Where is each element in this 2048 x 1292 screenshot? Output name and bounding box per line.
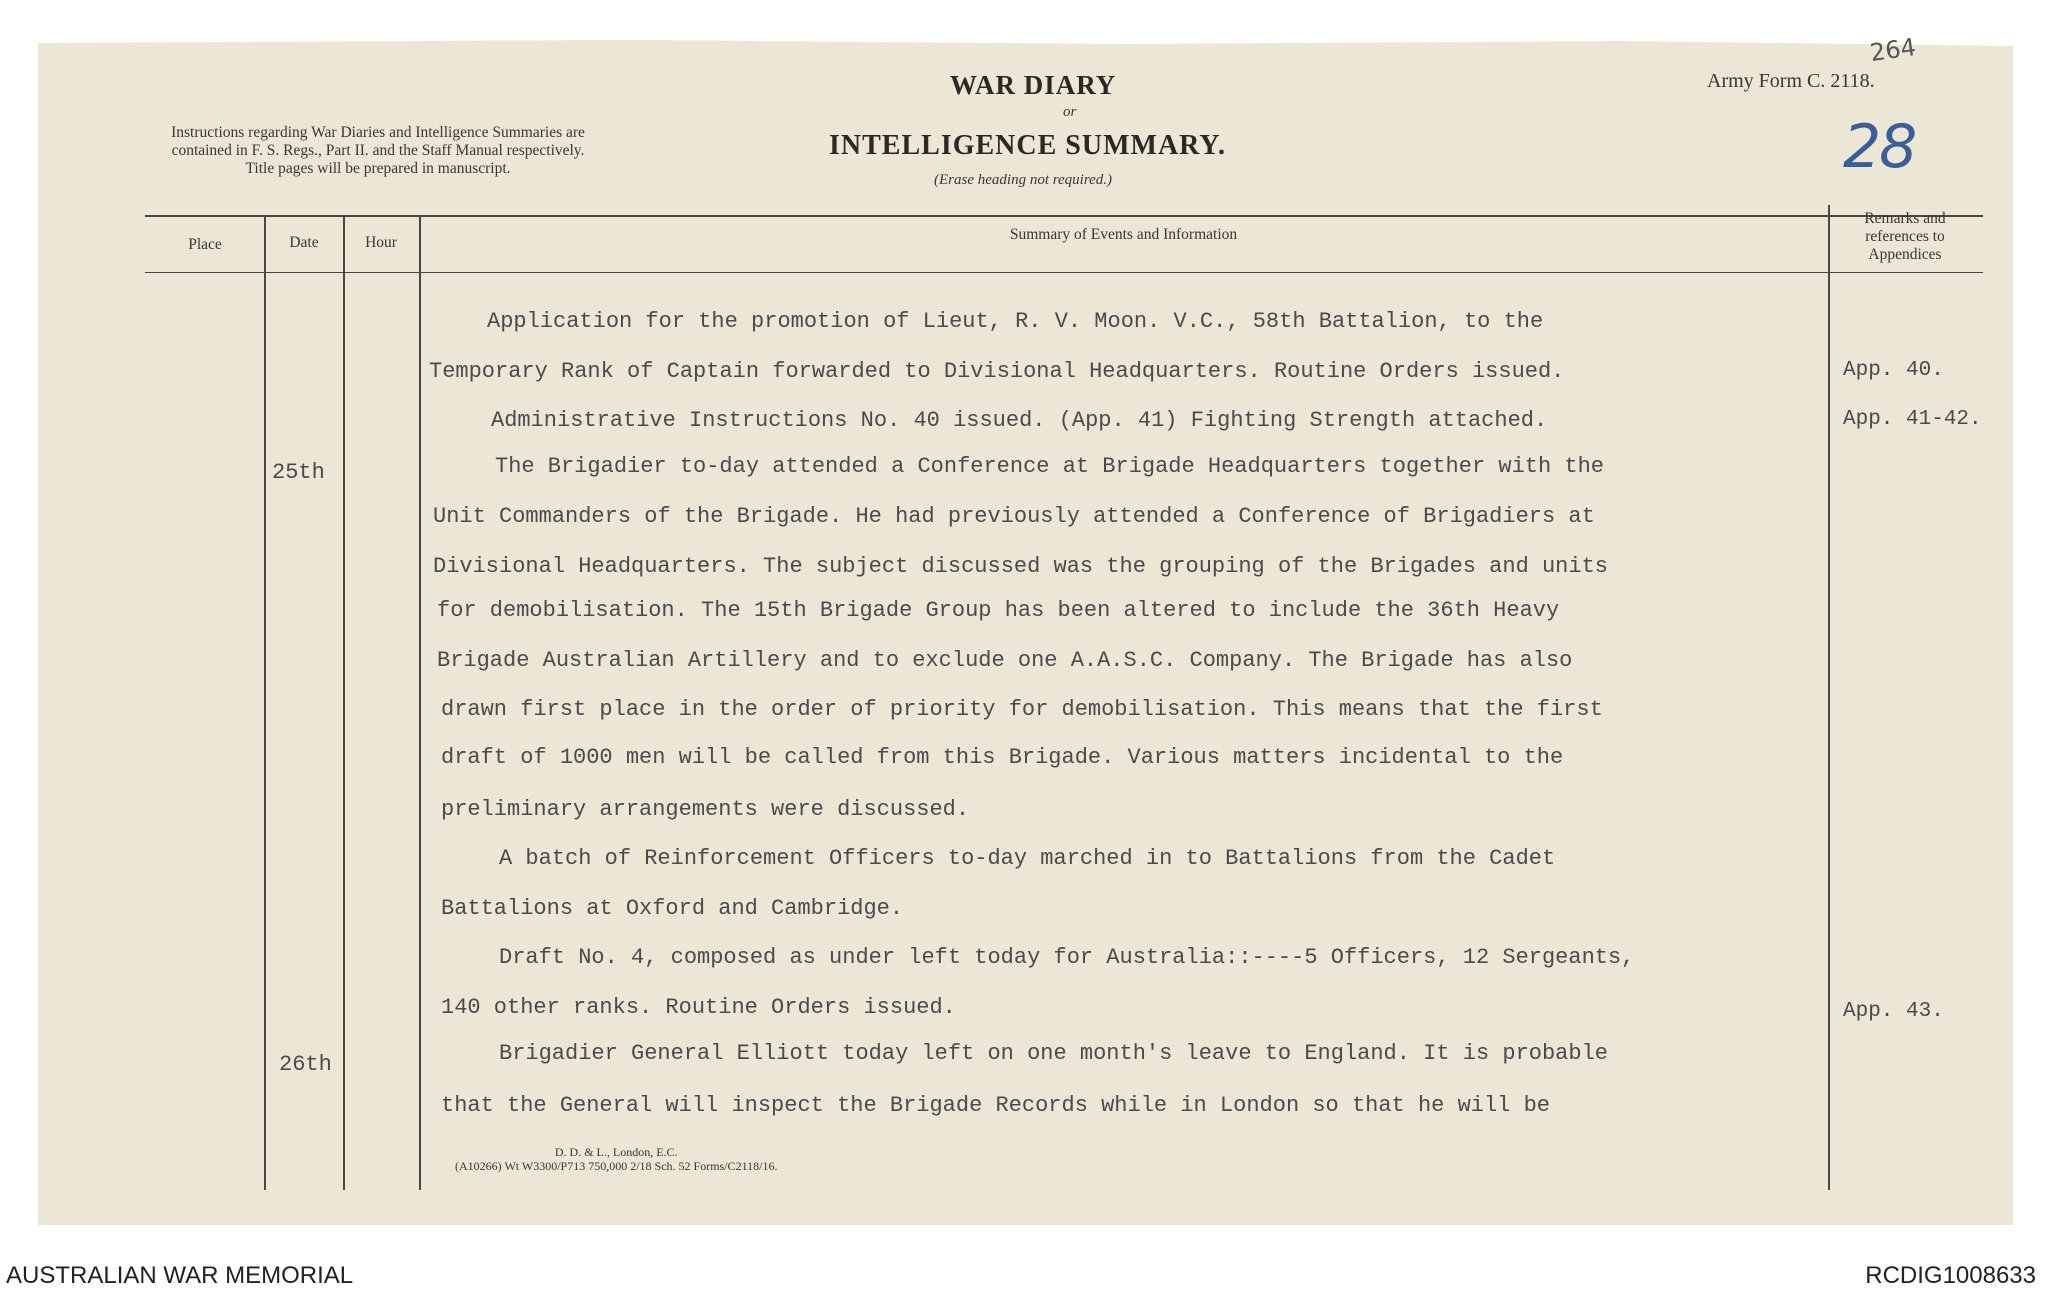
appendix-reference: App. 40. <box>1843 359 1944 382</box>
entry-line: preliminary arrangements were discussed. <box>441 797 970 822</box>
appendix-reference: App. 41-42. <box>1843 408 1982 431</box>
entry-line: for demobilisation. The 15th Brigade Group has been altered to include the 36th Heavy <box>437 598 1560 623</box>
handwritten-page-number: 28 <box>1843 112 1916 182</box>
column-header-hour: Hour <box>365 234 397 251</box>
entry-line: A batch of Reinforcement Officers to-day marched in to Battalions from the Cadet <box>499 846 1556 871</box>
entry-line: Battalions at Oxford and Cambridge. <box>441 896 904 921</box>
entry-line: 140 other ranks. Routine Orders issued. <box>441 995 956 1020</box>
instructions-note: Instructions regarding War Diaries and Intelligence Summaries are contained in F. S. Regs., Part II. and the Staff Manual respectively. Title pages will be prepared in manuscript. <box>171 124 585 177</box>
entry-date: 26th <box>279 1052 332 1077</box>
entry-line: that the General will inspect the Brigade Records while in London so that he will be <box>441 1093 1550 1118</box>
entry-line: draft of 1000 men will be called from this Brigade. Various matters incidental to the <box>441 745 1564 770</box>
entry-line: Temporary Rank of Captain forwarded to Divisional Headquarters. Routine Orders issued. <box>429 359 1565 384</box>
title-or: or <box>1063 104 1077 120</box>
column-divider-summary-remarks <box>1828 205 1830 1190</box>
appendix-reference: App. 43. <box>1843 1000 1944 1023</box>
army-form-label: Army Form C. 2118. <box>1707 70 1875 92</box>
printer-imprint-line1: D. D. & L., London, E.C. <box>554 1145 678 1159</box>
printer-imprint <box>455 1145 777 1173</box>
entry-line: Unit Commanders of the Brigade. He had previously attended a Conference of Brigadiers at <box>433 504 1595 529</box>
column-header-place: Place <box>188 236 222 253</box>
corner-page-number: 264 <box>1868 32 1918 68</box>
erase-note: (Erase heading not required.) <box>934 172 1113 188</box>
printer-imprint-line2: (A10266) Wt W3300/P713 750,000 2/18 Sch. 52 Forms/C2118/16. <box>455 1159 778 1173</box>
entry-line: Draft No. 4, composed as under left today for Australia::----5 Officers, 12 Sergeants, <box>499 945 1635 970</box>
column-divider-date-hour <box>343 215 345 1190</box>
entry-line: Administrative Instructions No. 40 issued. (App. 41) Fighting Strength attached. <box>491 408 1548 433</box>
column-header-date: Date <box>289 234 319 251</box>
entry-line: Application for the promotion of Lieut, R. V. Moon. V.C., 58th Battalion, to the <box>487 309 1544 334</box>
archive-credit: AUSTRALIAN WAR MEMORIAL <box>6 1262 354 1289</box>
title-war-diary: WAR DIARY <box>950 70 1117 100</box>
column-header-remarks: Remarks and references to Appendices <box>1864 210 1946 263</box>
column-header-summary: Summary of Events and Information <box>1009 226 1238 243</box>
column-divider-hour-summary <box>419 215 421 1190</box>
entry-line: Divisional Headquarters. The subject discussed was the grouping of the Brigades and units <box>433 554 1608 579</box>
entry-date: 25th <box>272 460 325 485</box>
archive-reference-id: RCDIG1008633 <box>1865 1262 2036 1289</box>
title-intelligence-summary: INTELLIGENCE SUMMARY. <box>829 130 1227 161</box>
entry-line: Brigadier General Elliott today left on one month's leave to England. It is probable <box>499 1041 1608 1066</box>
column-divider-place-date <box>264 215 266 1190</box>
entry-line: drawn first place in the order of priority for demobilisation. This means that the first <box>441 697 1603 722</box>
entry-line: Brigade Australian Artillery and to exclude one A.A.S.C. Company. The Brigade has also <box>437 648 1573 673</box>
entry-line: The Brigadier to-day attended a Conference at Brigade Headquarters together with the <box>495 454 1604 479</box>
